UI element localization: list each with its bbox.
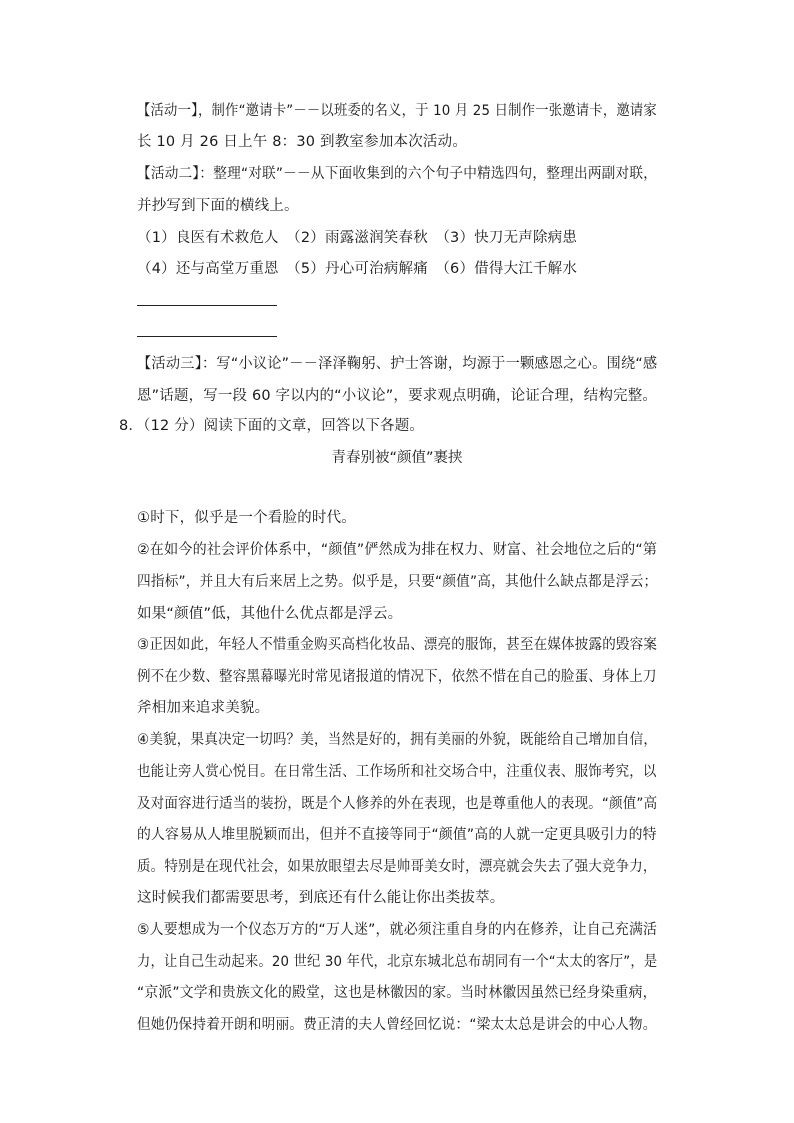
article-paragraph-4-line-6: 这时候我们都需要思考，到底还有什么能让你出类拔萃。: [137, 890, 505, 906]
activity3-line2: 恩”话题，写一段 60 字以内的“小议论”，要求观点明确，论证合理，结构完整。: [137, 388, 658, 404]
article-paragraph-5-line-1: ⑤人要想成为一个仪态万方的“万人迷”，就必须注重自身的内在修养，让自己充满活: [137, 922, 658, 938]
activity1-line1: 【活动一】，制作“邀请卡”－－以班委的名义，于 10 月 25 日制作一张邀请卡，邀请家: [137, 103, 657, 119]
answer-blank-line-1[interactable]: [137, 305, 277, 306]
activity2-line2: 并抄写到下面的横线上。: [137, 198, 299, 214]
article-paragraph-2-line-2: 四指标”，并且大有后来居上之势。似乎是，只要“颜值”高，其他什么缺点都是浮云；: [137, 574, 658, 590]
article-paragraph-4-line-2: 也能让旁人赏心悦目。在日常生活、工作场所和社交场合中，注重仪表、服饰考究，以: [137, 764, 657, 780]
activity2-line1: 【活动二】：整理“对联”－－从下面收集到的六个句子中精选四句，整理出两副对联，: [137, 166, 658, 182]
article-paragraph-1: ①时下，似乎是一个看脸的时代。: [137, 510, 356, 526]
article-paragraph-4-line-4: 的人容易从人堆里脱颖而出，但并不直接等同于“颜值”高的人就一定更具吸引力的特: [137, 827, 657, 843]
article-paragraph-2-line-3: 如果“颜值”低，其他什么优点都是浮云。: [137, 606, 403, 622]
activity1-line2: 长 10 月 26 日上午 8：30 到教室参加本次活动。: [137, 134, 468, 150]
article-paragraph-3-line-1: ③正因如此，年轻人不惜重金购买高档化妆品、漂亮的服饰，甚至在媒体披露的毁容案: [137, 637, 658, 653]
question-8-stem: 8．（12 分）阅读下面的文章，回答以下各题。: [119, 418, 425, 434]
article-paragraph-4-line-3: 及对面容进行适当的装扮，既是个人修养的外在表现，也是尊重他人的表现。“颜值”高: [137, 796, 658, 812]
article-paragraph-4-line-1: ④美貌，果真决定一切吗？美，当然是好的，拥有美丽的外貌，既能给自己增加自信，: [137, 732, 658, 748]
article-paragraph-5-line-4: 但她仍保持着开朗和明丽。费正清的夫人曾经回忆说：“梁太太总是讲会的中心人物。: [137, 1017, 657, 1033]
answer-blank-line-2[interactable]: [137, 336, 277, 337]
article-paragraph-4-line-5: 质。特别是在现代社会，如果放眼望去尽是帅哥美女时，漂亮就会失去了强大竞争力，: [137, 859, 657, 875]
article-paragraph-2-line-1: ②在如今的社会评价体系中，“颜值”俨然成为排在权力、财富、社会地位之后的“第: [137, 542, 658, 558]
article-paragraph-3-line-3: 斧相加来追求美貌。: [137, 700, 270, 716]
activity2-options-row2: （4）还与高堂万重恩 （5）丹心可治病解痛 （6）借得大江千解水: [137, 261, 578, 277]
article-paragraph-3-line-2: 例不在少数、整容黑幕曝光时常见诸报道的情况下，依然不惜在自己的脸蛋、身体上刀: [137, 669, 657, 685]
article-paragraph-5-line-2: 力，让自己生动起来。20 世纪 30 年代，北京东城北总布胡同有一个“太太的客厅”，是: [137, 954, 658, 970]
activity3-line1: 【活动三】：写“小议论”－－泽泽鞠躬、护士答谢，均源于一颗感恩之心。围绕“感: [137, 356, 658, 372]
article-paragraph-5-line-3: “京派”文学和贵族文化的殿堂，这也是林徽因的家。当时林徽因虽然已经身染重病，: [137, 985, 657, 1001]
article-title: 青春别被“颜值”裹挟: [331, 450, 463, 466]
activity2-options-row1: （1）良医有术救危人 （2）雨露滋润笑春秋 （3）快刀无声除病患: [137, 230, 578, 246]
